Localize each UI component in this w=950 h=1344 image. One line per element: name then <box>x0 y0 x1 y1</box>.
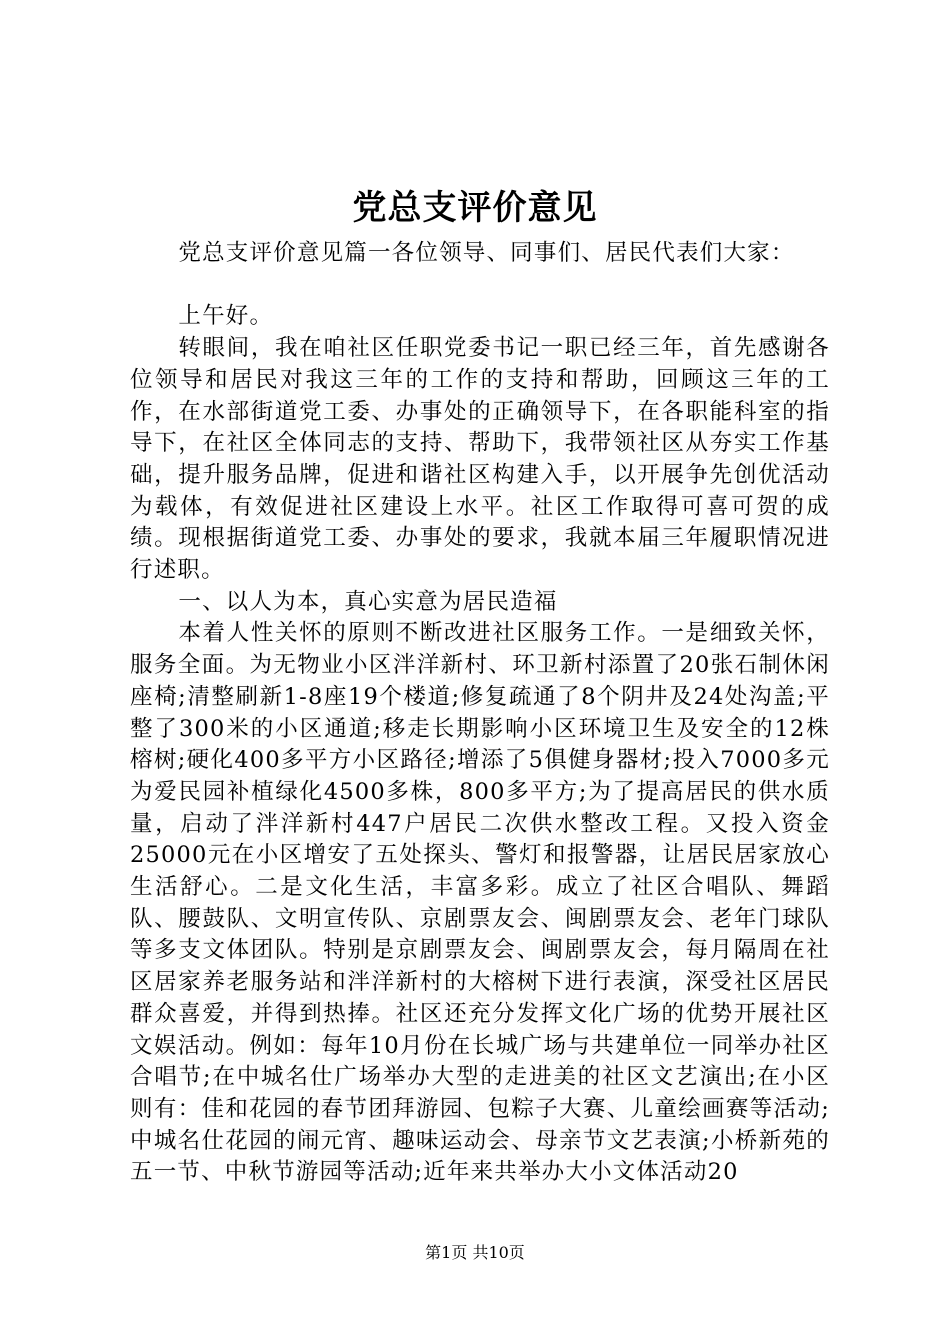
paragraph: 转眼间，我在咱社区任职党委书记一职已经三年，首先感谢各位领导和居民对我这三年的工作的支持和帮助，回顾这三年的工作，在水部街道党工委、办事处的正确领导下，在各职能科室的指导下，在社区全体同志的支持、帮助下，我带领社区从夯实工作基础，提升服务品牌，促进和谐社区构建入手，以开展争先创优活动为载体，有效促进社区建设上水平。社区工作取得可喜可贺的成绩。现根据街道党工委、办事处的要求，我就本届三年履职情况进行述职。 <box>130 335 830 584</box>
page-title: 党总支评价意见 <box>352 188 598 228</box>
section-heading: 一、以人为本，真心实意为居民造福 <box>178 588 558 615</box>
paragraph: 本着人性关怀的原则不断改进社区服务工作。一是细致关怀，服务全面。为无物业小区泮洋新村、环卫新村添置了20张石制休闲座椅;清整刷新1-8座19个楼道;修复疏通了8个阴井及24处沟盖;平整了300米的小区通道;移走长期影响小区环境卫生及安全的12株榕树;硬化400多平方小区路径;增添了5俱健身器材;投入7000多元为爱民园补植绿化4500多株，800多平方;为了提高居民的供水质量，启动了泮洋新村447户居民二次供水整改工程。又投入资金25000元在小区增安了五处探头、警灯和报警器，让居民居家放心生活舒心。二是文化生活，丰富多彩。成立了社区合唱队、舞蹈队、腰鼓队、文明宣传队、京剧票友会、闽剧票友会、老年门球队等多支文体团队。特别是京剧票友会、闽剧票友会，每月隔周在社区居家养老服务站和泮洋新村的大榕树下进行表演，深受社区居民群众喜爱，并得到热捧。社区还充分发挥文化广场的优势开展社区文娱活动。例如：每年10月份在长城广场与共建单位一同举办社区合唱节;在中城名仕广场举办大型的走进美的社区文艺演出;在小区则有：佳和花园的春节团拜游园、包粽子大赛、儿童绘画赛等活动;中城名仕花园的闹元宵、趣味运动会、母亲节文艺表演;小桥新苑的五一节、中秋节游园等活动;近年来共举办大小文体活动20 <box>130 620 830 1186</box>
page-footer: 第1页 共10页 <box>425 1243 525 1262</box>
paragraph: 上午好。 <box>178 303 274 330</box>
greeting-paragraph: 党总支评价意见篇一各位领导、同事们、居民代表们大家： <box>178 240 795 266</box>
document-body <box>130 238 830 1189</box>
